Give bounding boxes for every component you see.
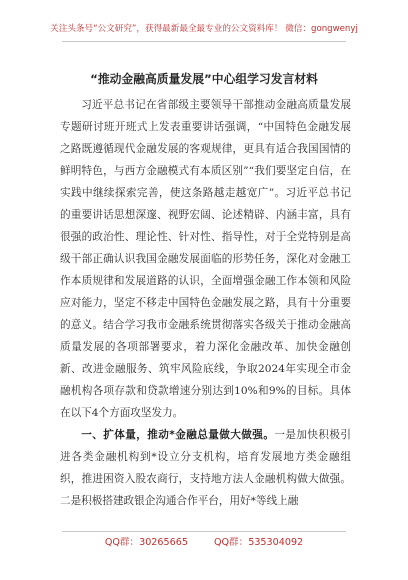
footer-contacts xyxy=(0,534,408,548)
qq-group-1: QQ群：30265665 xyxy=(104,537,188,548)
header-divider xyxy=(62,41,346,42)
document-title: “推动金融高质量发展”中心组学习发言材料 xyxy=(90,72,318,86)
document-body xyxy=(60,94,351,512)
section-1-text: 一是加快积极引进各类金融机构到*设立分支机构，培育发展地方类金融组织，推进困资入股农商行，支持地方法人金融机构做大做强。二是积极搭建政银企沟通合作平台，用好*等线上融 xyxy=(60,429,352,507)
footer-divider xyxy=(62,531,346,532)
paragraph-section-1 xyxy=(60,424,351,512)
header-banner: 关注头条号“公文研究”，获得最新最全最专业的公文资料库！ 微信：gongwenyj xyxy=(50,24,358,34)
section-1-heading: 一、扩体量，推动*金融总量做大做强。 xyxy=(81,429,275,441)
paragraph-intro: 习近平总书记在省部级主要领导干部推动金融高质量发展专题研讨班开班式上发表重要讲话强调，“中国特色金融发展之路既遵循现代金融发展的客观规律，更具有适合我国国情的鲜明特色，与西方金融模式有本质区别”“我们要坚定自信，在实践中继续探索完善，使这条路越走越宽广”。习近平总书记的重要讲话思想深邃、视野宏阔、论述精辟、内涵丰富，具有很强的政治性、理论性、针对性、指导性，对于全党特别是高级干部正确认识我国金融发展面临的形势任务，深化对金融工作本质规律和发展道路的认识，全面增强金融工作本领和风险应对能力，坚定不移走中国特色金融发展之路，具有十分重要的意义。结合学习我市金融系统贯彻落实各级关于推动金融高质量发展的各项部署要求，着力深化金融改革、加快金融创新、改进金融服务、筑牢风险底线，争取2024年实现全市金融机构各项存款和贷款增速分别达到10%和9%的目标。具体在以下4个方面攻坚发力。 xyxy=(60,99,351,419)
qq-group-2: QQ群：535304092 xyxy=(213,537,304,548)
